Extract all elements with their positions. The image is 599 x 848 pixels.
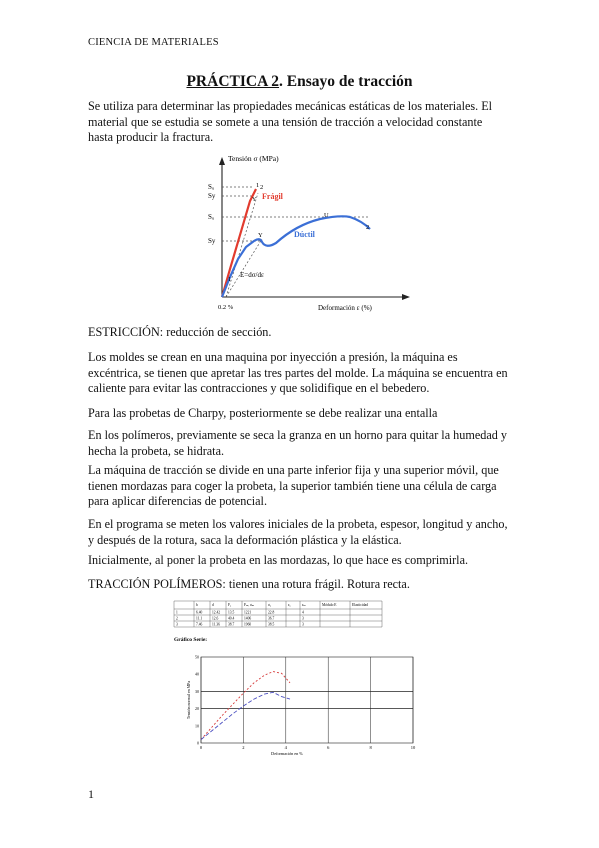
stress-strain-diagram (200, 153, 415, 318)
title-rest: . Ensayo de tracción (279, 73, 413, 90)
guide-lines (222, 187, 370, 297)
table-header-cell: Fᵤ (228, 603, 232, 607)
results-table (174, 601, 382, 627)
label-fragil: Frágil (262, 192, 283, 201)
table-cell: 1960 (244, 622, 252, 627)
document-header: CIENCIA DE MATERIALES (88, 37, 219, 48)
y-tick-label: 10 (195, 723, 199, 729)
paragraph-programa: En el programa se meten los valores iniciales de la probeta, espesor, longitud y ancho, y después de la rotura, saca la deformación plástica y la elástica. (88, 517, 508, 547)
page-number: 1 (88, 787, 94, 801)
label-fragil-point-y: Y (252, 197, 257, 203)
tick-offset: 0.2 % (218, 304, 234, 311)
label-ductil-point-2: 2 (366, 224, 370, 231)
table-cell: 1406 (244, 616, 252, 621)
paragraph-polimeros: En los polímeros, previamente se seca la granza en un horno para quitar la humedad y hecha la probeta, se hidrata. (88, 428, 507, 458)
x-tick-label: 10 (410, 745, 416, 750)
y-tick-label: 30 (195, 688, 199, 694)
table-cell: 3 (176, 622, 178, 627)
x-axis-label: Deformación ε (%) (318, 304, 372, 312)
table-header-cell: Elasticidad (352, 603, 368, 607)
paragraph-charpy: Para las probetas de Charpy, posteriormente se debe realizar una entalla (88, 406, 438, 420)
label-fragil-point-1: 1 (256, 182, 260, 189)
table-cell: 11.36 (212, 622, 220, 627)
x-tick-label: 6 (327, 745, 330, 750)
table-cell: 40.4 (228, 616, 235, 621)
x-axis-label: Deformación en % (271, 751, 303, 756)
tick-su-fragil: Sᵤ (208, 183, 215, 191)
paragraph-intro: Se utiliza para determinar las propiedades mecánicas estáticas de los materiales. El material que se estudia se somete a una tensión de tracción a velocidad constante hasta producir la fractura. (88, 99, 493, 145)
ductil-curve (222, 216, 370, 297)
y-axis-label: Tensión σ (MPa) (228, 154, 279, 163)
results-chart (186, 655, 416, 757)
x-tick-label: 0 (199, 745, 203, 750)
table-header-cell: d (212, 603, 214, 607)
x-tick-label: 8 (369, 745, 372, 750)
label-ductil-point-u: U (324, 212, 329, 219)
x-tick-label: 2 (242, 745, 245, 750)
paragraph-maquina: La máquina de tracción se divide en una parte inferior fija y una superior móvil, que tienen mordazas para coger la probeta, la superior también tiene una célula de carga para aplicar diferencias de potencial. (88, 463, 499, 509)
y-tick-label: 40 (195, 671, 199, 677)
table-header-cell: εₘ (302, 603, 306, 607)
label-modulus: E=dσ/dε (240, 271, 264, 279)
page-title (0, 73, 599, 91)
table-cell: 2 (176, 616, 178, 621)
table-cell: 38.5 (268, 622, 275, 627)
table-header-cell: εᵤ (288, 603, 291, 607)
table-cell: 38.7 (228, 622, 235, 627)
table-cell: 12.42 (212, 610, 221, 615)
table-cell: 4 (302, 610, 304, 615)
table-cell: 12.6 (212, 616, 219, 621)
paragraph-estriccion: ESTRICCIÓN: reducción de sección. (88, 325, 272, 339)
table-header-cell: Módulo E (322, 603, 337, 607)
label-fragil-point-2: 2 (260, 184, 264, 191)
table-cell: 3 (302, 616, 304, 621)
title-underlined: PRÁCTICA 2 (186, 73, 280, 90)
x-tick-label: 4 (284, 745, 287, 750)
paragraph-traccion-polimeros: TRACCIÓN POLÍMEROS: tienen una rotura frágil. Rotura recta. (88, 577, 410, 591)
table-cell: 22.8 (268, 610, 275, 615)
table-cell: 1221 (244, 610, 252, 615)
table-cell: 1 (176, 610, 178, 615)
label-ductil-point-1: 1 (228, 276, 232, 283)
series-line-1 (201, 672, 290, 740)
table-header-cell: Fₘ, σₘ (244, 603, 255, 607)
series-line-2 (201, 692, 290, 739)
table-cell: 6.40 (196, 610, 203, 615)
table-cell: 13.5 (228, 610, 235, 615)
table-cell: 36.7 (268, 616, 275, 621)
paragraph-moldes: Los moldes se crean en una maquina por inyección a presión, la máquina es excéntrica, se tienen que apretar las tres partes del molde. La máquina se encuentra en caliente para evitar las contracciones y que solidifique en el bebedero. (88, 350, 508, 396)
table-cell: 11.1 (196, 616, 203, 621)
y-tick-label: 0 (197, 740, 199, 746)
tick-sy-fragil: Sy (208, 192, 216, 200)
chart-title: Gráfico Serie: (174, 637, 208, 643)
table-header-cell: σᵤ (268, 603, 272, 607)
table-cell: 3 (302, 622, 304, 627)
tick-su-ductil: Sᵤ (208, 213, 215, 221)
label-ductil: Dúctil (294, 230, 315, 239)
tick-sy-ductil: Sy (208, 237, 216, 245)
label-ductil-point-y: Y (258, 232, 263, 239)
table-cell: 7.46 (196, 622, 203, 627)
table-header-cell: b (196, 603, 198, 607)
results-figure (170, 595, 416, 763)
paragraph-comprimirla: Inicialmente, al poner la probeta en las mordazas, lo que hace es comprimirla. (88, 553, 469, 567)
plot-frame (201, 657, 413, 743)
y-tick-label: 20 (195, 706, 199, 712)
y-tick-label: 50 (195, 654, 199, 660)
y-axis-label: Tensión normal en MPa (186, 680, 191, 720)
